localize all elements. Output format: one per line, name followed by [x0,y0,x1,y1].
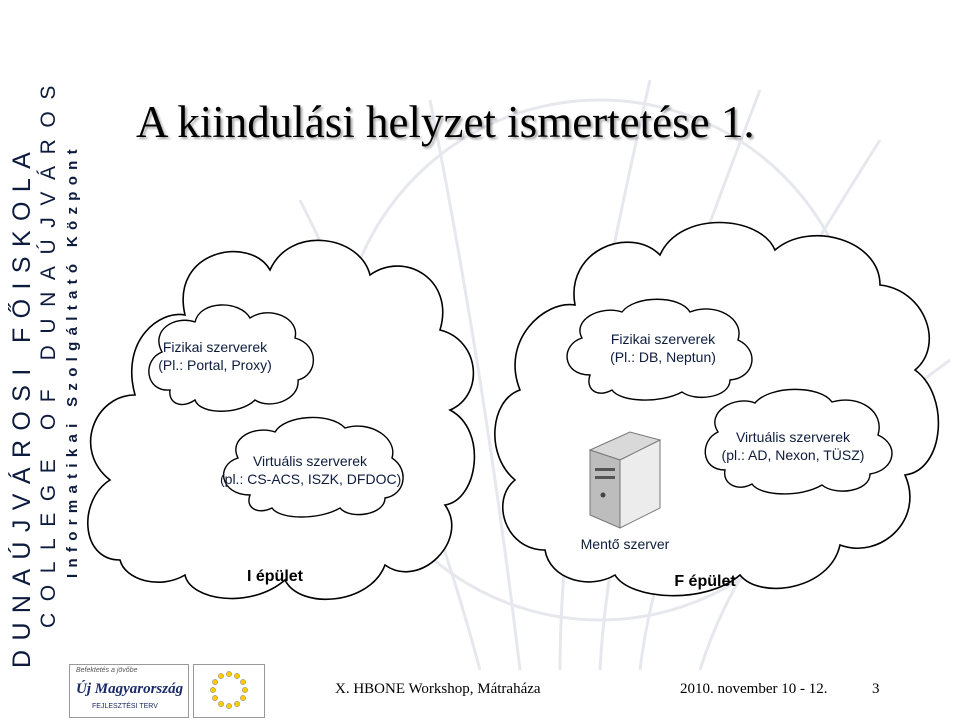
uj-magyarorszag-logo [69,664,189,718]
f-physical-detail: (Pl.: DB, Neptun) [610,349,716,365]
slide-title: A kiindulási helyzet ismertetése 1. [136,97,755,147]
i-virtual-detail: (pl.: CS-ACS, ISZK, DFDOC) [220,471,402,487]
backup-server-label: Mentő szerver [580,536,670,552]
f-virtual-detail: (pl.: AD, Nexon, TÜSZ) [721,447,865,463]
college-name-hu: DUNAÚJVÁROSI FŐISKOLA [8,142,36,668]
f-physical-label [588,330,738,366]
i-building-label: I épület [246,568,303,585]
i-physical-detail: (Pl.: Portal, Proxy) [158,357,272,373]
f-physical-title: Fizikai szerverek [610,331,716,347]
eu-stars-icon [194,665,264,717]
department-name: Informatikai Szolgáltató Központ [64,143,81,578]
f-virtual-title: Virtuális szerverek [735,429,851,445]
page-number: 3 [872,681,880,697]
footer-event: X. HBONE Workshop, Mátraháza [335,681,541,697]
f-building-label: F épület [674,573,736,590]
eu-flag-logo [193,664,265,718]
logo-tagline: Befektetés a jövőbe [76,667,138,674]
cloud-i-building [88,240,475,599]
i-physical-title: Fizikai szerverek [162,339,268,355]
college-name-en: COLLEGE OF DUNAÚJVÁROS [37,74,60,628]
footer-date: 2010. november 10 - 12. [680,681,828,697]
server-tower-icon [590,432,660,528]
i-physical-label [150,338,280,374]
logo-sub-text: FEJLESZTÉSI TERV [92,703,158,710]
logo-main-text: Új Magyarország [76,681,184,697]
f-virtual-label [718,428,868,464]
i-virtual-label [220,452,400,488]
i-virtual-title: Virtuális szerverek [252,453,368,469]
